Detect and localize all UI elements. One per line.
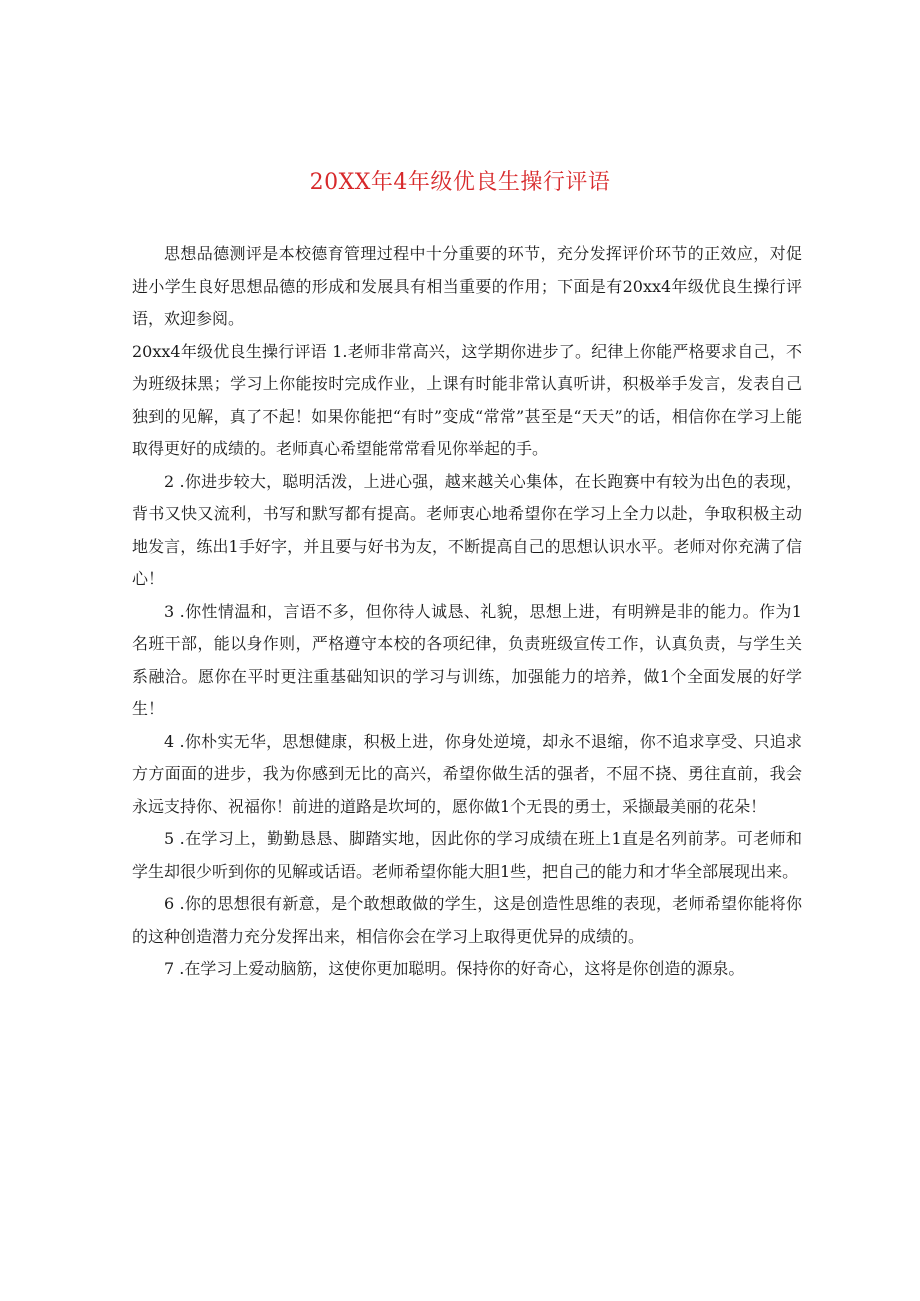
document-body [132, 238, 802, 986]
comment-paragraph-5: 5 .在学习上，勤勤恳恳、脚踏实地，因此你的学习成绩在班上1直是名列前茅。可老师和学生却很少听到你的见解或话语。老师希望你能大胆1些，把自己的能力和才华全部展现出来。 [132, 829, 802, 881]
document-title: 20XX年4年级优良生操行评语 [309, 170, 611, 195]
comment-paragraph-2: 2 .你进步较大，聪明活泼，上进心强，越来越关心集体，在长跑赛中有较为出色的表现，背书又快又流利，书写和默写都有提高。老师衷心地希望你在学习上全力以赴，争取积极主动地发言，练出1手好字，并且要与好书为友，不断提高自己的思想认识水平。老师对你充满了信心！ [132, 471, 802, 588]
comment-paragraph-6: 6 .你的思想很有新意，是个敢想敢做的学生，这是创造性思维的表现，老师希望你能将你的这种创造潜力充分发挥出来，相信你会在学习上取得更优异的成绩的。 [132, 894, 802, 946]
comment-paragraph-4: 4 .你朴实无华，思想健康，积极上进，你身处逆境，却永不退缩，你不追求享受、只追求方方面面的进步，我为你感到无比的高兴，希望你做生活的强者，不屈不挠、勇往直前，我会永远支持你、祝福你！前进的道路是坎坷的，愿你做1个无畏的勇士，采撷最美丽的花朵！ [132, 731, 802, 816]
comment-paragraph-7: 7 .在学习上爱动脑筋，这使你更加聪明。保持你的好奇心，这将是你创造的源泉。 [164, 959, 745, 978]
intro-paragraph: 思想品德测评是本校德育管理过程中十分重要的环节，充分发挥评价环节的正效应，对促进小学生良好思想品德的形成和发展具有相当重要的作用；下面是有20xx4年级优良生操行评语，欢迎参阅。 [132, 244, 802, 328]
comment-paragraph-3: 3 .你性情温和，言语不多，但你待人诚恳、礼貌，思想上进，有明辨是非的能力。作为1名班干部，能以身作则，严格遵守本校的各项纪律，负责班级宣传工作，认真负责，与学生关系融洽。愿你在平时更注重基础知识的学习与训练，加强能力的培养，做1个全面发展的好学生！ [132, 601, 802, 718]
comment-paragraph-1: 20xx4年级优良生操行评语 1.老师非常高兴，这学期你进步了。纪律上你能严格要求自己，不为班级抹黑；学习上你能按时完成作业，上课有时能非常认真听讲，积极举手发言，发表自己独到的见解，真了不起！如果你能把“有时”变成“常常”甚至是“天天”的话，相信你在学习上能取得更好的成绩的。老师真心希望能常常看见你举起的手。 [132, 341, 802, 458]
